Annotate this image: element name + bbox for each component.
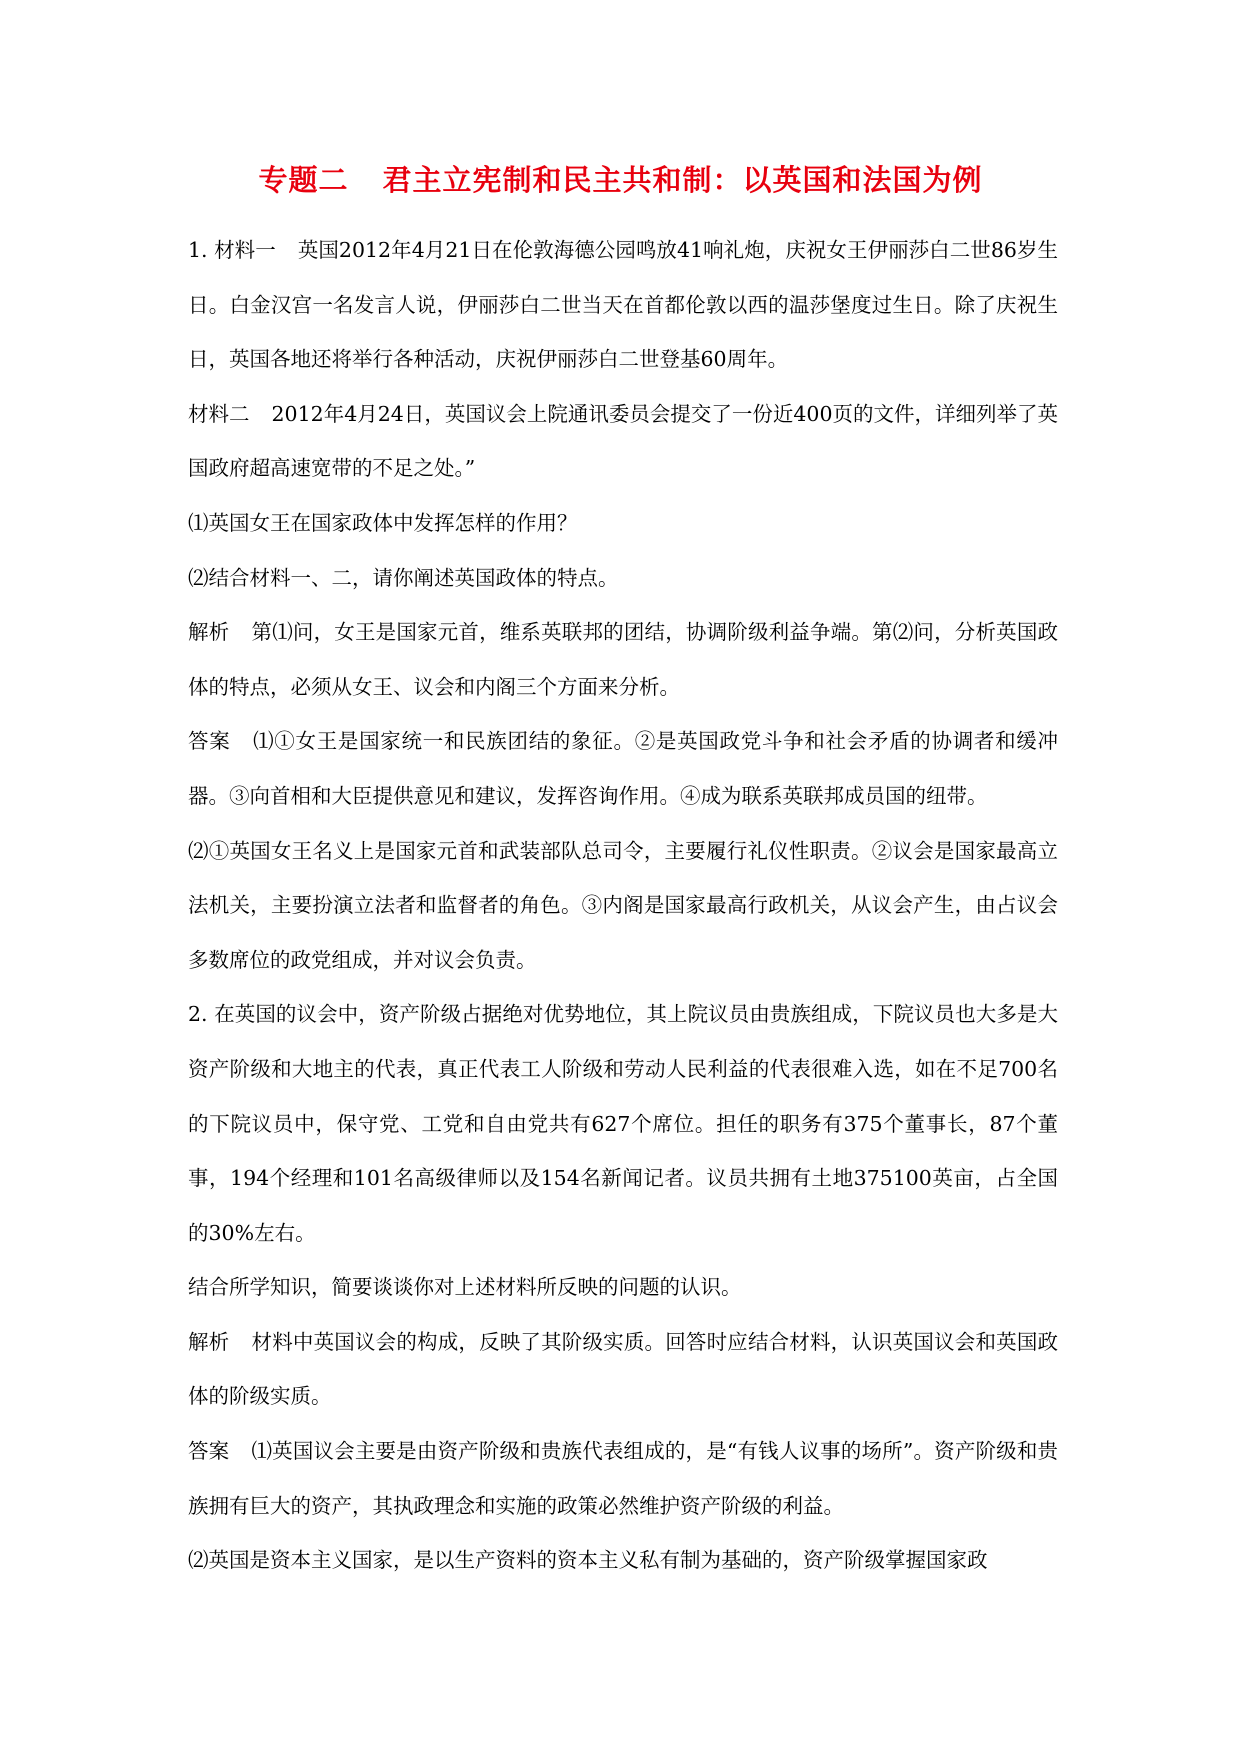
q1-material2	[188, 387, 1058, 496]
q2-question: 结合所学知识，简要谈谈你对上述材料所反映的问题的认识。	[188, 1275, 742, 1300]
q1-material1	[188, 223, 1058, 387]
q2-analysis-text: 材料中英国议会的构成，反映了其阶级实质。回答时应结合材料，认识英国议会和英国政体的阶级实质。	[188, 1329, 1059, 1409]
q1-analysis-label: 解析	[188, 620, 230, 645]
document-body	[188, 223, 1058, 1588]
q1-question2: ⑵结合材料一、二，请你阐述英国政体的特点。	[188, 565, 619, 590]
q1-answer-label: 答案	[188, 729, 231, 754]
q1-material2-text: 2012年4月24日，英国议会上院通讯委员会提交了一份近400页的文件，详细列举了英国政府超高速宽带的不足之处。”	[188, 401, 1058, 481]
q2-answer	[188, 1424, 1058, 1533]
q2-answer-label: 答案	[188, 1439, 230, 1464]
q1-material1-text: 英国2012年4月21日在伦敦海德公园鸣放41响礼炮，庆祝女王伊丽莎白二世86岁生日。白金汉宫一名发言人说，伊丽莎白二世当天在首都伦敦以西的温莎堡度过生日。除了庆祝生日，英国各地还将举行各种活动，庆祝伊丽莎白二世登基60周年。	[188, 238, 1059, 372]
q1-material1-label: 1. 材料一	[188, 238, 276, 262]
q2-answer-part2: ⑵英国是资本主义国家，是以生产资料的资本主义私有制为基础的，资产阶级掌握国家政	[188, 1548, 988, 1573]
q1-material2-label: 材料二	[188, 401, 250, 426]
document-title	[0, 160, 1241, 200]
q1-answer-part2: ⑵①英国女王名义上是国家元首和武装部队总司令，主要履行礼仪性职责。②议会是国家最高立法机关，主要扮演立法者和监督者的角色。③内阁是国家最高行政机关，从议会产生，由占议会多数席位的政党组成，并对议会负责。	[188, 838, 1058, 972]
q1-answer	[188, 714, 1058, 823]
q1-answer-part1: ⑴①女王是国家统一和民族团结的象征。②是英国政党斗争和社会矛盾的协调者和缓冲器。③向首相和大臣提供意见和建议，发挥咨询作用。④成为联系英联邦成员国的纽带。	[188, 729, 1059, 808]
q1-analysis-text: 第⑴问，女王是国家元首，维系英联邦的团结，协调阶级利益争端。第⑵问，分析英国政体的特点，必须从女王、议会和内阁三个方面来分析。	[188, 620, 1059, 699]
q2-material: 2. 在英国的议会中，资产阶级占据绝对优势地位，其上院议员由贵族组成，下院议员也大多是大资产阶级和大地主的代表，真正代表工人阶级和劳动人民利益的代表很难入选，如在不足700名的下院议员中，保守党、工党和自由党共有627个席位。担任的职务有375个董事长，87个董事，194个经理和101名高级律师以及154名新闻记者。议员共拥有土地375100英亩，占全国的30%左右。	[188, 1002, 1058, 1245]
q1-analysis	[188, 605, 1058, 714]
q2-analysis	[188, 1315, 1058, 1424]
q2-answer-part1: ⑴英国议会主要是由资产阶级和贵族代表组成的，是“有钱人议事的场所”。资产阶级和贵族拥有巨大的资产，其执政理念和实施的政策必然维护资产阶级的利益。	[188, 1439, 1058, 1518]
title-topic-number: 专题二	[258, 163, 349, 197]
title-topic-name: 君主立宪制和民主共和制：以英国和法国为例	[382, 163, 983, 197]
q2-analysis-label: 解析	[188, 1329, 230, 1354]
q1-question1: ⑴英国女王在国家政体中发挥怎样的作用？	[188, 510, 578, 535]
